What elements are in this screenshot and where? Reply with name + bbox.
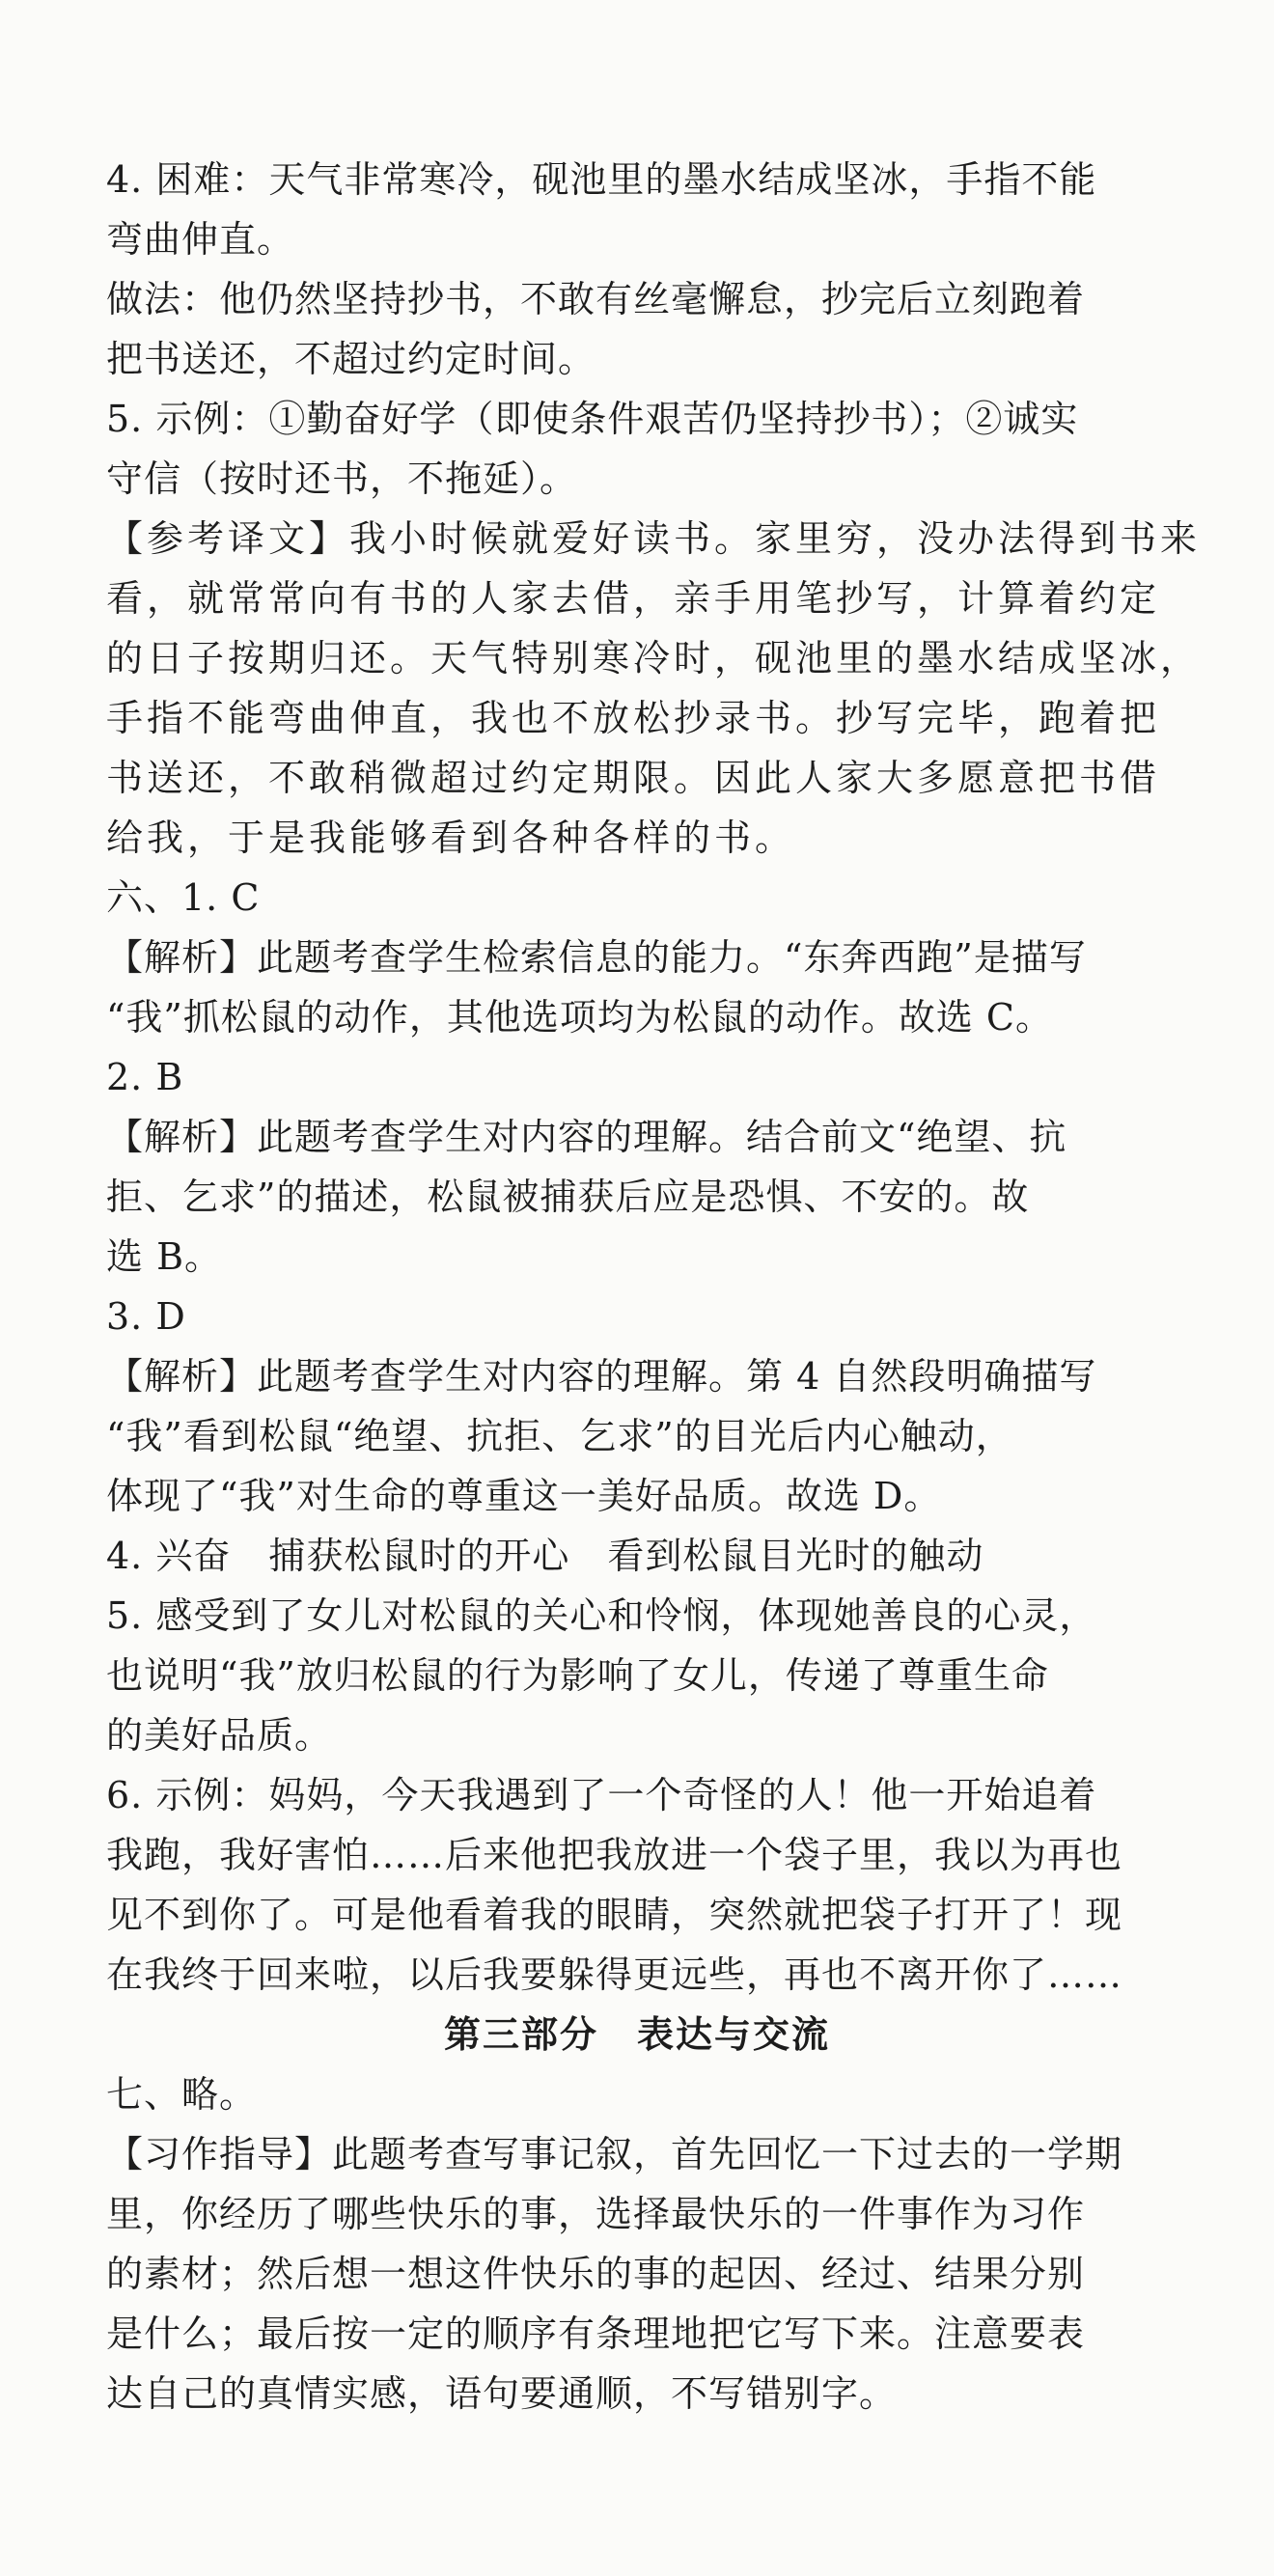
text-line: 手指不能弯曲伸直，我也不放松抄录书。抄写完毕，跑着把 xyxy=(106,697,1161,739)
text-line: 体现了“我”对生命的尊重这一美好品质。故选 D。 xyxy=(106,1475,942,1517)
text-line: 4. 困难：天气非常寒冷，砚池里的墨水结成坚冰，手指不能 xyxy=(106,158,1097,201)
text-line: 6. 示例：妈妈，今天我遇到了一个奇怪的人！他一开始追着 xyxy=(106,1774,1097,1816)
text-line: 也说明“我”放归松鼠的行为影响了女儿，传递了尊重生命 xyxy=(106,1654,1049,1697)
text-line: 达自己的真情实感，语句要通顺，不写错别字。 xyxy=(106,2372,898,2415)
text-line: 做法：他仍然坚持抄书，不敢有丝毫懈怠，抄完后立刻跑着 xyxy=(106,278,1086,320)
text-line: 的美好品质。 xyxy=(106,1714,333,1757)
section-heading: 第三部分 表达与交流 xyxy=(443,2013,830,2056)
text-line: 我跑，我好害怕……后来他把我放进一个袋子里，我以为再也 xyxy=(106,1834,1123,1876)
text-line: 七、略。 xyxy=(106,2073,258,2116)
text-line: 【解析】此题考查学生对内容的理解。第 4 自然段明确描写 xyxy=(106,1355,1097,1398)
text-line: 3. D xyxy=(106,1295,186,1338)
text-line: 的日子按期归还。天气特别寒冷时，砚池里的墨水结成坚冰， xyxy=(106,637,1202,679)
text-line: 把书送还，不超过约定时间。 xyxy=(106,338,596,380)
text-line: “我”看到松鼠“绝望、抗拒、乞求”的目光后内心触动， xyxy=(106,1415,1013,1457)
text-line: “我”抓松鼠的动作，其他选项均为松鼠的动作。故选 C。 xyxy=(106,996,1054,1039)
text-line: 【解析】此题考查学生对内容的理解。结合前文“绝望、抗 xyxy=(106,1116,1067,1158)
text-line: 【习作指导】此题考查写事记叙，首先回忆一下过去的一学期 xyxy=(106,2133,1123,2175)
text-line: 看，就常常向有书的人家去借，亲手用笔抄写，计算着约定 xyxy=(106,577,1161,620)
text-line: 在我终于回来啦，以后我要躲得更远些，再也不离开你了…… xyxy=(106,1953,1123,1996)
answer-text-body xyxy=(106,150,1202,2424)
text-line: 守信（按时还书，不拖延）。 xyxy=(106,457,578,500)
text-line: 【参考译文】我小时候就爱好读书。家里穷，没办法得到书来 xyxy=(106,517,1202,560)
text-line: 选 B。 xyxy=(106,1235,223,1278)
text-line: 5. 感受到了女儿对松鼠的关心和怜悯，体现她善良的心灵， xyxy=(106,1594,1097,1637)
text-line: 4. 兴奋 捕获松鼠时的开心 看到松鼠目光时的触动 xyxy=(106,1535,984,1577)
text-line: 的素材；然后想一想这件快乐的事的起因、经过、结果分别 xyxy=(106,2253,1086,2295)
text-line: 六、1. C xyxy=(106,876,261,919)
text-line: 【解析】此题考查学生检索信息的能力。“东奔西跑”是描写 xyxy=(106,936,1087,979)
text-line: 书送还，不敢稍微超过约定期限。因此人家大多愿意把书借 xyxy=(106,757,1161,799)
text-line: 2. B xyxy=(106,1056,184,1098)
text-line: 见不到你了。可是他看着我的眼睛，突然就把袋子打开了！现 xyxy=(106,1894,1123,1936)
text-line: 弯曲伸直。 xyxy=(106,218,295,261)
text-line: 里，你经历了哪些快乐的事，选择最快乐的一件事作为习作 xyxy=(106,2193,1086,2235)
text-line: 5. 示例：①勤奋好学（即使条件艰苦仍坚持抄书）；②诚实 xyxy=(106,398,1079,440)
text-line: 是什么；最后按一定的顺序有条理地把它写下来。注意要表 xyxy=(106,2313,1086,2355)
text-line: 给我，于是我能够看到各种各样的书。 xyxy=(106,817,796,859)
text-line: 拒、乞求”的描述，松鼠被捕获后应是恐惧、不安的。故 xyxy=(106,1176,1030,1218)
